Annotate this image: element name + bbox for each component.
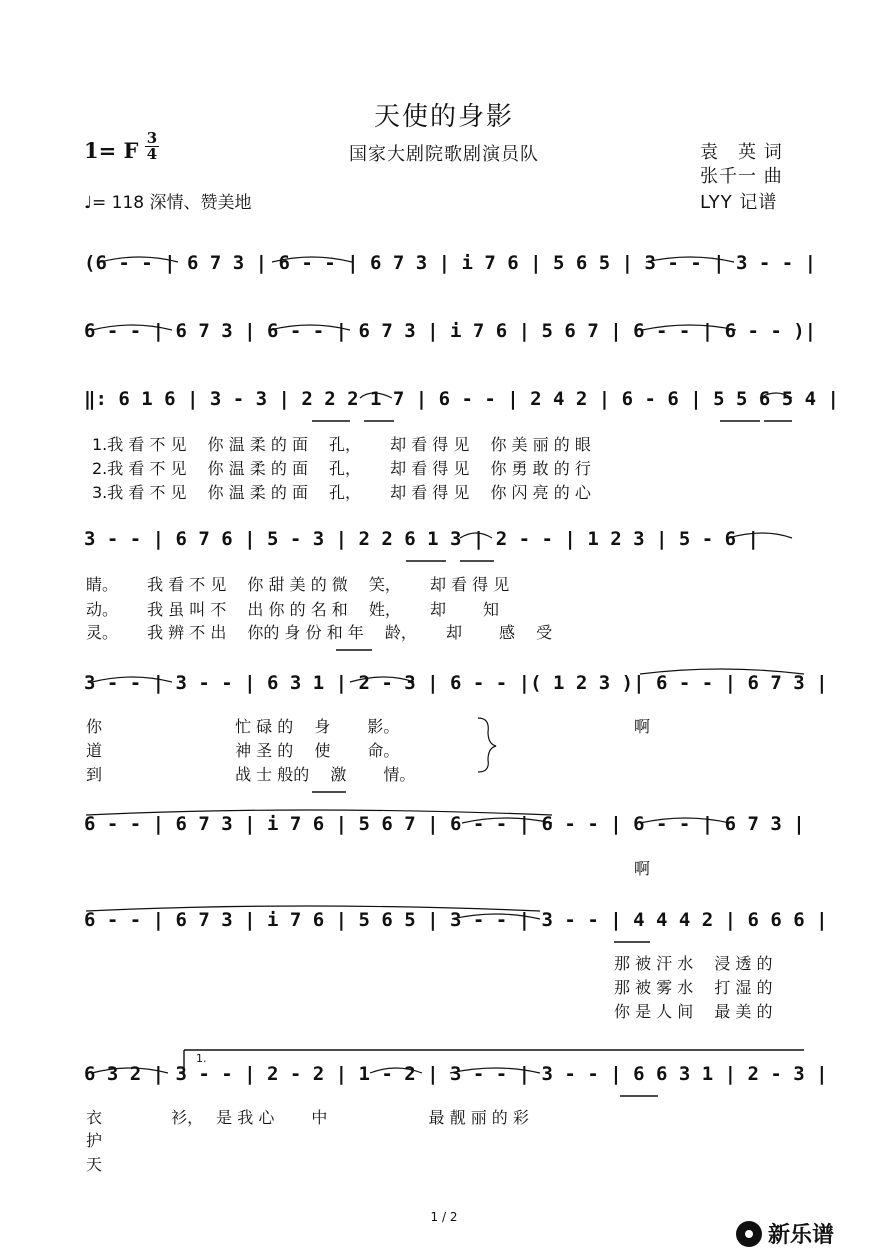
performer: 国家大剧院歌剧演员队 [349, 144, 539, 165]
lyric-line: 护 [86, 1131, 103, 1150]
transcriber-credit: LYY 记谱 [700, 192, 778, 213]
volta-number: 1. [196, 1052, 207, 1065]
lyricist-credit: 袁 英 词 [700, 142, 783, 163]
lyric-line: 那 被 汗 水 浸 透 的 [614, 954, 773, 973]
song-title: 天使的身影 [373, 102, 514, 132]
lyric-line: 道 神 圣 的 使 命。 [86, 741, 400, 760]
lyric-line: 衣 衫， 是 我 心 中 最 靓 丽 的 彩 [86, 1108, 529, 1127]
score-row: 6 - - | 6 7 3 | i 7 6 | 5 6 5 | 3 - - | 3 - - | 4 4 4 2 | 6 6 6 | [84, 909, 828, 931]
lyric-line: 睛。 我 看 不 见 你 甜 美 的 微 笑， 却 看 得 见 [86, 575, 510, 594]
key-signature: 1= F [84, 138, 139, 163]
score-row: ‖: 6 1 6 | 3 - 3 | 2 2 2 1 7 | 6 - - | 2 4 2 | 6 - 6 | 5 5 6 5 4 | [84, 388, 839, 410]
site-logo [736, 1218, 834, 1249]
disc-icon [736, 1221, 762, 1247]
lyric-line: 动。 我 虽 叫 不 出 你 的 名 和 姓， 却 知 [86, 600, 500, 619]
lyric-line: 灵。 我 辨 不 出 你的 身 份 和 年 龄， 却 感 受 [86, 623, 553, 642]
page-number: 1 / 2 [430, 1210, 458, 1224]
time-signature-top: 3 [146, 129, 158, 147]
lyric-line: 你 忙 碌 的 身 影。 [86, 717, 400, 736]
lyric-line: 啊 [634, 717, 651, 736]
lyric-line: 那 被 雾 水 打 湿 的 [614, 978, 773, 997]
lyric-line: 1.我 看 不 见 你 温 柔 的 面 孔， 却 看 得 见 你 美 丽 的 眼 [92, 435, 591, 454]
score-row: (6 - - | 6 7 3 | 6 - - | 6 7 3 | i 7 6 | 5 6 5 | 3 - - | 3 - - | [84, 252, 817, 274]
lyric-line: 2.我 看 不 见 你 温 柔 的 面 孔， 却 看 得 见 你 勇 敢 的 行 [92, 459, 591, 478]
composer-credit: 张千一 曲 [700, 166, 783, 187]
score-row: 6 - - | 6 7 3 | i 7 6 | 5 6 7 | 6 - - | 6 - - | 6 - - | 6 7 3 | [84, 813, 805, 835]
time-signature-bottom: 4 [146, 145, 158, 163]
score-row: 6 - - | 6 7 3 | 6 - - | 6 7 3 | i 7 6 | 5 6 7 | 6 - - | 6 - - )| [84, 320, 817, 342]
logo-text: 新乐谱 [768, 1223, 835, 1248]
lyric-line: 啊 [634, 859, 651, 878]
tempo-marking: ♩= 118 深情、赞美地 [84, 193, 252, 213]
lyric-line: 到 战 士 般的 激 情。 [86, 765, 416, 784]
lyric-line: 你 是 人 间 最 美 的 [614, 1002, 773, 1021]
score-row: 3 - - | 3 - - | 6 3 1 | 2 - 3 | 6 - - |( 1 2 3 )| 6 - - | 6 7 3 | [84, 672, 828, 694]
score-row: 3 - - | 6 7 6 | 5 - 3 | 2 2 6 1 3 | 2 - - | 1 2 3 | 5 - 6 | [84, 528, 759, 550]
lyric-line: 天 [86, 1155, 103, 1174]
score-row: 6 3 2 | 3 - - | 2 - 2 | 1 - 2 | 3 - - | 3 - - | 6 6 3 1 | 2 - 3 | [84, 1063, 828, 1085]
lyric-line: 3.我 看 不 见 你 温 柔 的 面 孔， 却 看 得 见 你 闪 亮 的 心 [92, 483, 591, 502]
